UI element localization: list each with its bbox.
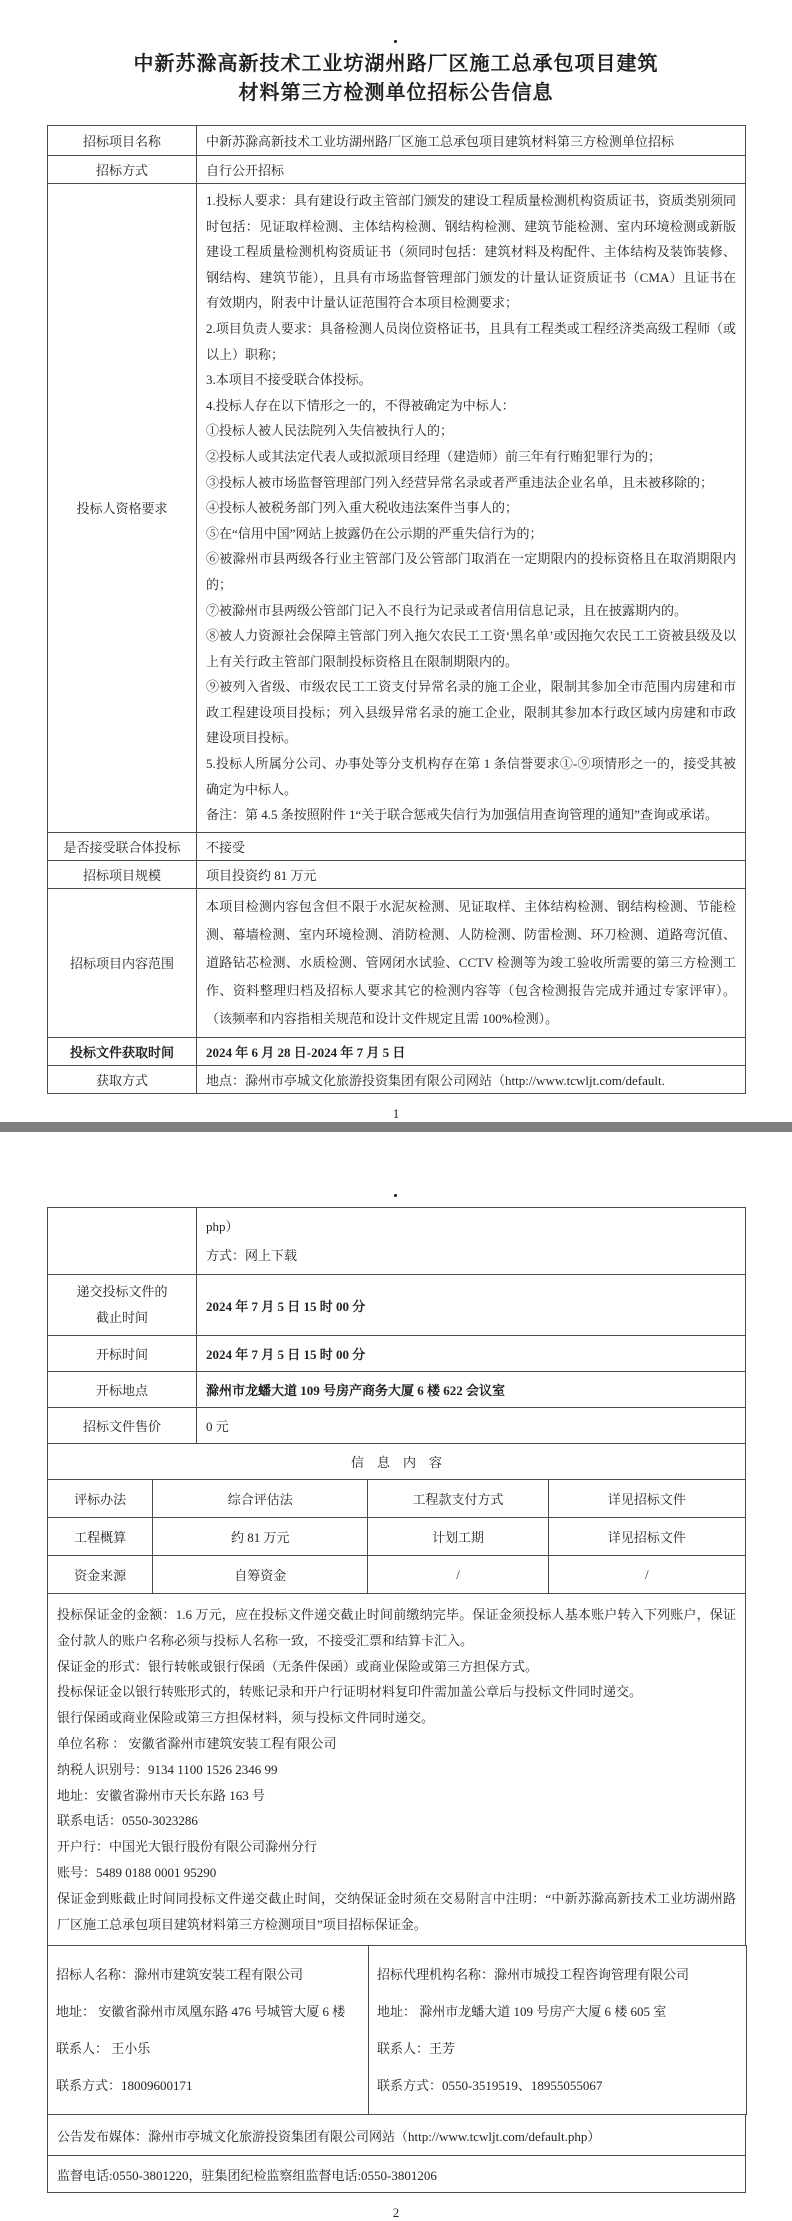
tenderer-name: 招标人名称：滁州市建筑安装工程有限公司: [56, 1967, 304, 1983]
table-row: [48, 1208, 746, 1275]
stray-dot-page2: [394, 1194, 397, 1197]
row-value-doc-price: 0 元: [197, 1408, 746, 1444]
agency-contact-cell: [369, 1946, 747, 2115]
cell-budget-value: 约 81 万元: [153, 1518, 368, 1556]
deposit-paragraph: 投标保证金的金额：1.6 万元，应在投标文件递交截止时间前缴纳完毕。保证金须投标人基本账户转入下列账户，保证金付款人的账户名称必须与投标人名称一致，不接受汇票和结算卡汇入。: [57, 1607, 736, 1648]
contacts-table: [47, 1945, 747, 2115]
row-value-opening-place: 滁州市龙蟠大道 109 号房产商务大厦 6 楼 622 会议室: [197, 1372, 746, 1408]
table-row: [48, 1480, 746, 1518]
row-label-opening-place: 开标地点: [48, 1372, 197, 1408]
table-row: [48, 1336, 746, 1372]
table-row: [48, 1594, 746, 1946]
tenderer-contact-person: 联系人： 王小乐: [56, 2041, 151, 2057]
row-value-consortium: 不接受: [197, 832, 746, 860]
table-row: [48, 1408, 746, 1444]
table-row: [48, 1275, 746, 1336]
qualification-paragraph: ①投标人被人民法院列入失信被执行人的；: [206, 423, 454, 439]
row-value-project-scale: 项目投资约 81 万元: [197, 860, 746, 888]
label-line: 截止时间: [95, 1310, 148, 1325]
qualification-paragraph: 4.投标人存在以下情形之一的，不得被确定为中标人：: [206, 397, 515, 413]
page-number-2: 2: [392, 2205, 400, 2221]
qualification-paragraph: ⑤在“信用中国”网站上披露仍在公示期的严重失信行为的；: [206, 525, 543, 541]
table-row: [48, 1518, 746, 1556]
tender-info-table-continued: [47, 1207, 746, 1444]
agency-address: 地址： 滁州市龙蟠大道 109 号房产大厦 6 楼 605 室: [377, 2004, 667, 2020]
info-content-header-table: [47, 1443, 746, 1480]
deposit-paragraph: 账号：5489 0188 0001 95290: [57, 1864, 217, 1880]
evaluation-table: [47, 1479, 746, 1594]
stray-dot-page1: [394, 40, 397, 43]
download-url-tail: php）: [206, 1219, 239, 1234]
deposit-paragraph: 保证金的形式：银行转帐或银行保函（无条件保函）或商业保险或第三方担保方式。: [57, 1658, 539, 1674]
cell-eval-method-value: 综合评估法: [153, 1480, 368, 1518]
cell-slash-2: /: [548, 1556, 745, 1594]
deposit-paragraph: 纳税人识别号：9134 1100 1526 2346 99: [57, 1761, 278, 1777]
deposit-paragraph: 单位名称 ： 安徽省滁州市建筑安装工程有限公司: [57, 1735, 337, 1751]
deposit-paragraph: 保证金到账截止时间同投标文件递交截止时间，交纳保证金时须在交易附言中注明：“中新苏滁高新技术工业坊湖州路厂区施工总承包项目建筑材料第三方检测项目”项目招标保证金。: [57, 1890, 736, 1932]
row-value-download: [197, 1208, 746, 1275]
row-value-opening-time: 2024 年 7 月 5 日 15 时 00 分: [197, 1336, 746, 1372]
table-row: [48, 860, 746, 888]
cell-eval-method-label: 评标办法: [48, 1480, 153, 1518]
qualification-paragraph: 3.本项目不接受联合体投标。: [206, 372, 372, 388]
info-content-header-text: 信息内容: [350, 1455, 455, 1470]
page-2: [0, 1132, 792, 2221]
row-label-consortium: 是否接受联合体投标: [48, 832, 197, 860]
row-label-opening-time: 开标时间: [48, 1336, 197, 1372]
page-separator-bar: [0, 1122, 792, 1132]
page-title: [0, 50, 792, 108]
qualification-paragraph: 2.项目负责人要求：具备检测人员岗位资格证书，且具有工程类或工程经济类高级工程师（或以上）职称；: [206, 320, 736, 362]
row-value-scope: [197, 888, 746, 1037]
table-row: [48, 1556, 746, 1594]
qualification-paragraph: ③投标人被市场监督管理部门列入经营异常名录或者严重违法企业名单，且未被移除的；: [206, 474, 714, 490]
row-value-tender-method: 自行公开招标: [197, 156, 746, 184]
table-row: [48, 1037, 746, 1065]
row-label-empty: [48, 1208, 197, 1275]
row-label-scope: 招标项目内容范围: [48, 888, 197, 1037]
row-value-obtain-method: 地点：滁州市亭城文化旅游投资集团有限公司网站（http://www.tcwljt.com/default.: [197, 1065, 746, 1093]
cell-schedule-label: 计划工期: [368, 1518, 548, 1556]
tenderer-address: 地址： 安徽省滁州市凤凰东路 476 号城管大厦 6 楼: [56, 2004, 346, 2020]
agency-contact-person: 联系人：王芳: [377, 2041, 456, 2057]
info-content-header: [48, 1444, 746, 1480]
deposit-paragraph: 联系电话：0550-3023286: [57, 1813, 198, 1829]
table-row: [48, 1444, 746, 1480]
row-value-doc-obtain-time: 2024 年 6 月 28 日-2024 年 7 月 5 日: [197, 1037, 746, 1065]
row-label-tender-method: 招标方式: [48, 156, 197, 184]
deposit-details-cell: [48, 1594, 746, 1946]
qualification-paragraph: ⑧被人力资源社会保障主管部门列入拖欠农民工工资‘黑名单’或因拖欠农民工工资被县级及以上有关行政主管部门限制投标资格且在限制期限内的。: [206, 628, 736, 669]
row-label-doc-obtain-time: 投标文件获取时间: [48, 1037, 197, 1065]
deposit-paragraph: 银行保函或商业保险或第三方担保材料，须与投标文件同时递交。: [57, 1710, 435, 1726]
qualification-paragraph: ④投标人被税务部门列入重大税收违法案件当事人的；: [206, 500, 519, 516]
scope-paragraph: 本项目检测内容包含但不限于水泥灰检测、见证取样、主体结构检测、钢结构检测、节能检测、幕墙检测、室内环境检测、消防检测、人防检测、防雷检测、环刀检测、道路弯沉值、道路钻芯检测、水质检测、管网闭水试验、CCTV 检测等为竣工验收所需要的第三方检测工作、资料整理归档及招标人要求其它的检测内容等（包含检测报告完成并通过专家评审）。（该频率和内容指相关规范和设计文件规定且需 100%检测）。: [206, 898, 736, 1026]
page-number-1: 1: [392, 1105, 400, 1121]
row-value-submission-deadline: 2024 年 7 月 5 日 15 时 00 分: [197, 1275, 746, 1336]
row-label-project-scale: 招标项目规模: [48, 860, 197, 888]
qualification-paragraph: 备注：第 4.5 条按照附件 1“关于联合惩戒失信行为加强信用查询管理的通知”查询或承诺。: [206, 807, 719, 823]
table-row: [48, 888, 746, 1037]
table-row: [48, 2115, 746, 2156]
qualification-paragraph: 5.投标人所属分公司、办事处等分支机构存在第 1 条信誉要求①-⑨项情形之一的，接受其被确定为中标人。: [206, 756, 736, 797]
supervision-phone-cell: 监督电话:0550-3801220，驻集团纪检监察组监督电话:0550-3801206: [48, 2156, 746, 2193]
table-row: [48, 1372, 746, 1408]
footer-table: [47, 2114, 746, 2193]
qualification-paragraph: ⑦被滁州市县两级公管部门记入不良行为记录或者信用信息记录，且在披露期内的。: [206, 602, 688, 618]
tender-info-table: [47, 125, 746, 1094]
deposit-table: [47, 1593, 746, 1946]
label-line: 递交投标文件的: [76, 1284, 168, 1299]
qualification-paragraph: ⑥被滁州市县两级各行业主管部门及公管部门取消在一定期限内的投标资格且在取消期限内的；: [206, 551, 736, 592]
cell-slash-1: /: [368, 1556, 548, 1594]
row-label-obtain-method: 获取方式: [48, 1065, 197, 1093]
cell-payment-label: 工程款支付方式: [368, 1480, 548, 1518]
qualification-paragraph: 1.投标人要求：具有建设行政主管部门颁发的建设工程质量检测机构资质证书，资质类别须同时包括：见证取样检测、主体结构检测、钢结构检测、建筑节能检测、室内环境检测或新版建设工程质量检测机构资质证书（须同时包括：建筑材料及构配件、主体结构及装饰装修、钢结构、建筑节能），且具有市场监督管理部门颁发的计量认证资质证书（CMA）且证书在有效期内，附表中计量认证范围符合本项目检测要求；: [206, 193, 736, 311]
announcement-media-cell: 公告发布媒体：滁州市亭城文化旅游投资集团有限公司网站（http://www.tcwljt.com/default.php）: [48, 2115, 746, 2156]
deposit-paragraph: 地址：安徽省滁州市天长东路 163 号: [57, 1787, 266, 1803]
cell-payment-value: 详见招标文件: [548, 1480, 745, 1518]
table-row: [48, 156, 746, 184]
row-value-project-name: 中新苏滁高新技术工业坊湖州路厂区施工总承包项目建筑材料第三方检测单位招标: [197, 126, 746, 156]
deposit-paragraph: 开户行：中国光大银行股份有限公司滁州分行: [57, 1839, 318, 1855]
agency-name: 招标代理机构名称：滁州市城投工程咨询管理有限公司: [377, 1967, 690, 1983]
table-row: [48, 1065, 746, 1093]
cell-schedule-value: 详见招标文件: [548, 1518, 745, 1556]
row-label-project-name: 招标项目名称: [48, 126, 197, 156]
row-label-submission-deadline: [48, 1275, 197, 1336]
agency-phone: 联系方式：0550-3519519、18955055067: [377, 2078, 603, 2094]
qualification-paragraph: ⑨被列入省级、市级农民工工资支付异常名录的施工企业，限制其参加全市范围内房建和市政工程建设项目投标；列入县级异常名录的施工企业，限制其参加本行政区域内房建和市政建设项目投标。: [206, 679, 736, 746]
cell-budget-label: 工程概算: [48, 1518, 153, 1556]
title-line-2: 材料第三方检测单位招标公告信息: [238, 82, 554, 104]
row-label-qualification: 投标人资格要求: [48, 184, 197, 833]
table-row: [48, 2156, 746, 2193]
table-row: [48, 126, 746, 156]
cell-funding-label: 资金来源: [48, 1556, 153, 1594]
row-value-qualification: [197, 184, 746, 833]
table-row: [48, 1946, 747, 2115]
table-row: [48, 184, 746, 833]
deposit-paragraph: 投标保证金以银行转账形式的，转账记录和开户行证明材料复印件需加盖公章后与投标文件同时递交。: [57, 1684, 643, 1700]
qualification-paragraph: ②投标人或其法定代表人或拟派项目经理（建造师）前三年有行贿犯罪行为的；: [206, 448, 662, 464]
row-label-doc-price: 招标文件售价: [48, 1408, 197, 1444]
cell-funding-value: 自筹资金: [153, 1556, 368, 1594]
tenderer-phone: 联系方式：18009600171: [56, 2078, 193, 2094]
tenderer-contact-cell: [48, 1946, 369, 2115]
title-line-1: 中新苏滁高新技术工业坊湖州路厂区施工总承包项目建筑: [133, 53, 659, 75]
table-row: [48, 832, 746, 860]
download-method: 方式：网上下载: [206, 1248, 298, 1263]
